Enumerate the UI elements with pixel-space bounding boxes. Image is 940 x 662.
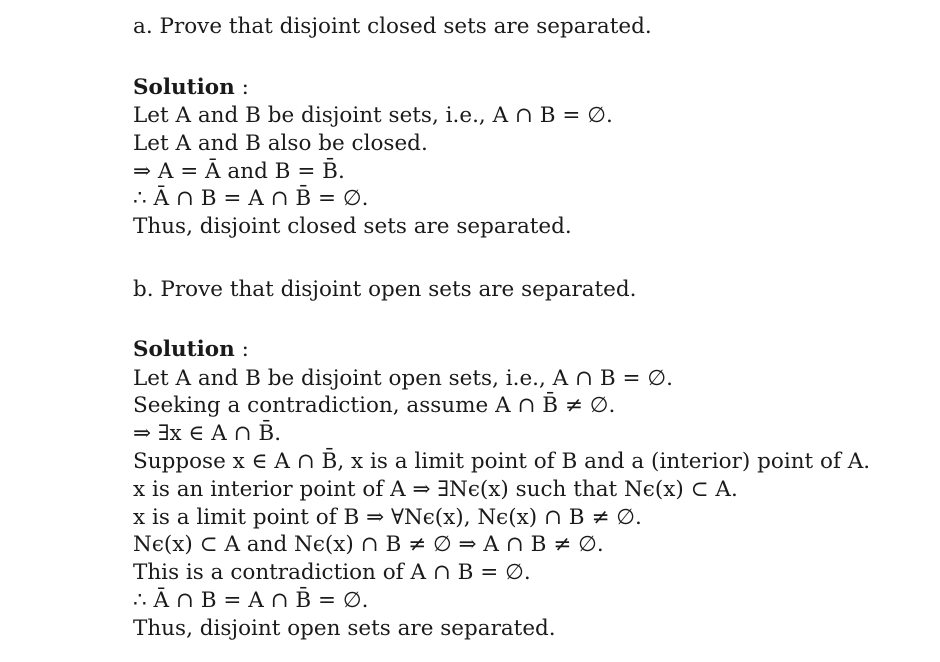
- solution-a-line-5: Thus, disjoint closed sets are separated.: [133, 214, 572, 239]
- solution-b-line-8: This is a contradiction of A ∩ B = ∅.: [133, 560, 531, 585]
- solution-a-line: [133, 214, 572, 240]
- solution-b-line: [133, 421, 281, 447]
- question-b-text: b. Prove that disjoint open sets are separated.: [133, 277, 637, 302]
- solution-b-line: [133, 477, 738, 503]
- solution-a-line: [133, 186, 368, 212]
- solution-b-line-3: ⇒ ∃x ∈ A ∩ B̄.: [133, 421, 282, 446]
- solution-b-line-1: Let A and B be disjoint open sets, i.e., A ∩ B = ∅.: [133, 366, 673, 391]
- solution-b-line: [133, 616, 556, 642]
- solution-b-line-7: Nϵ(x) ⊂ A and Nϵ(x) ∩ B ≠ ∅ ⇒ A ∩ B ≠ ∅.: [133, 532, 604, 557]
- solution-b-label: Solution: [133, 337, 235, 362]
- solution-b-line-4: Suppose x ∈ A ∩ B̄, x is a limit point of B and a (interior) point of A.: [133, 449, 871, 474]
- solution-b-line: [133, 560, 531, 586]
- solution-a-line: [133, 159, 345, 185]
- solution-b-line-6: x is a limit point of B ⇒ ∀Nϵ(x), Nϵ(x) ∩ B ≠ ∅.: [133, 505, 642, 530]
- solution-a-line: [133, 103, 613, 129]
- question-b: [133, 277, 637, 303]
- solution-a-line-4: ∴ Ā ∩ B = A ∩ B̄ = ∅.: [133, 186, 369, 211]
- solution-b-colon: :: [234, 337, 249, 362]
- solution-a-line: [133, 131, 428, 157]
- solution-b-line-2: Seeking a contradiction, assume A ∩ B̄ ≠ ∅.: [133, 393, 616, 418]
- solution-a-line-3: ⇒ A = Ā and B = B̄.: [133, 159, 345, 184]
- solution-b-heading: [133, 337, 249, 363]
- solution-b-line: [133, 449, 870, 475]
- solution-b-line: [133, 366, 673, 392]
- solution-b-line-5: x is an interior point of A ⇒ ∃Nϵ(x) such that Nϵ(x) ⊂ A.: [133, 477, 738, 502]
- solution-a-line-2: Let A and B also be closed.: [133, 131, 428, 156]
- solution-a-colon: :: [234, 75, 249, 100]
- solution-a-label: Solution: [133, 75, 235, 100]
- question-a: [133, 14, 652, 40]
- solution-a-heading: [133, 75, 249, 101]
- solution-b-line-10: Thus, disjoint open sets are separated.: [133, 616, 556, 641]
- solution-b-line-9: ∴ Ā ∩ B = A ∩ B̄ = ∅.: [133, 588, 369, 613]
- solution-b-line: [133, 588, 368, 614]
- solution-b-line: [133, 532, 604, 558]
- solution-a-line-1: Let A and B be disjoint sets, i.e., A ∩ B = ∅.: [133, 103, 613, 128]
- solution-b-line: [133, 393, 615, 419]
- question-a-text: a. Prove that disjoint closed sets are separated.: [133, 14, 652, 39]
- solution-b-line: [133, 505, 642, 531]
